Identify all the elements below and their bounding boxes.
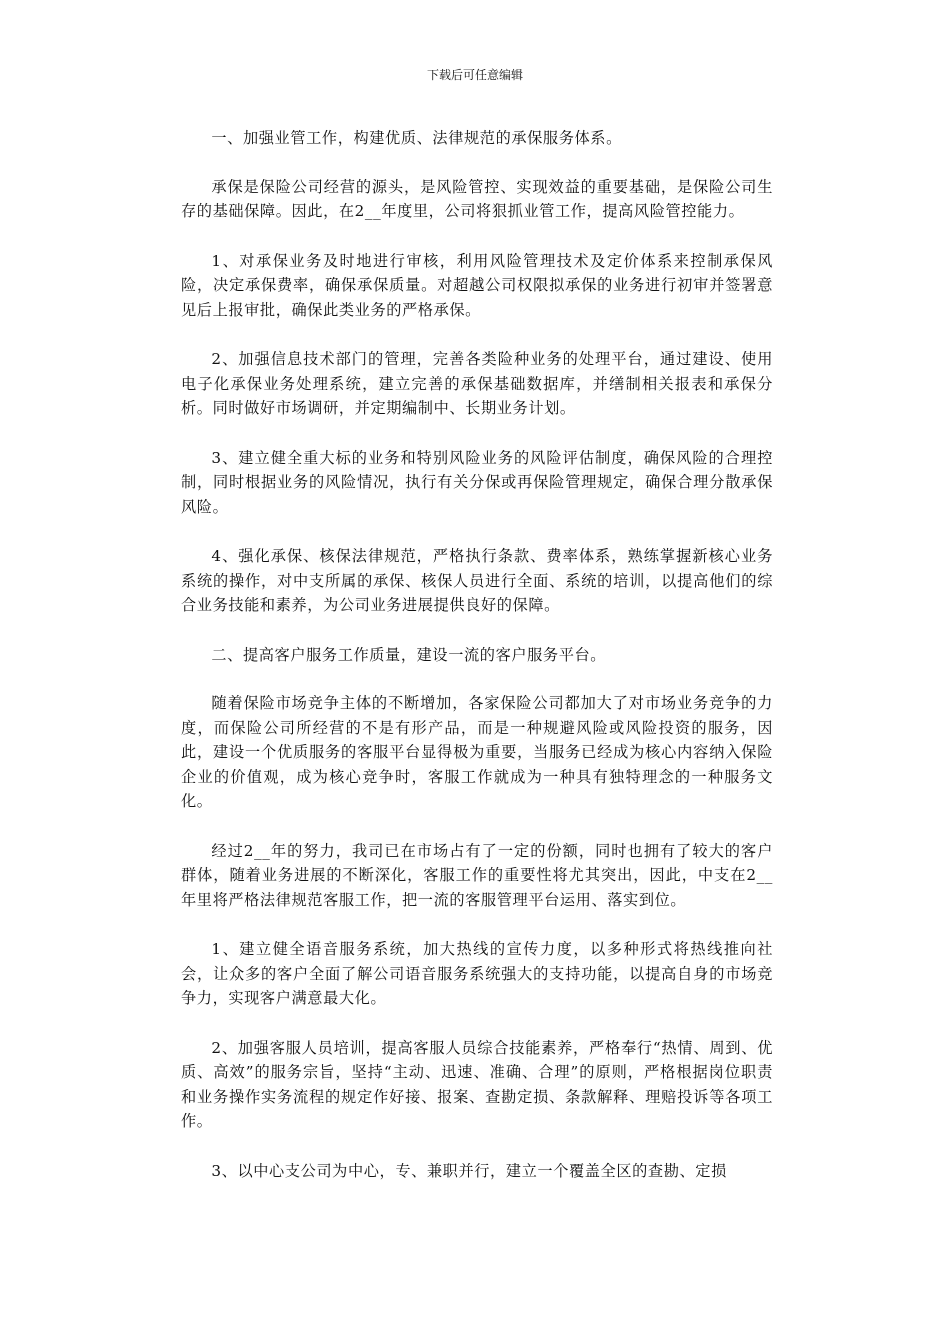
paragraph: 3、以中心支公司为中心，专、兼职并行，建立一个覆盖全区的查勘、定损 — [211, 1161, 727, 1180]
paragraph: 1、对承保业务及时地进行审核，利用风险管理技术及定价体系来控制承保风险，决定承保费率，确保承保质量。对超越公司权限拟承保的业务进行初审并签署意见后上报审批，确保此类业务的严格承保。 — [181, 251, 773, 319]
paragraph: 2、加强客服人员培训，提高客服人员综合技能素养，严格奉行“热情、周到、优质、高效”的服务宗旨，坚持“主动、迅速、准确、合理”的原则，严格根据岗位职责和业务操作实务流程的规定作好接、报案、查勘定损、条款解释、理赔投诉等各项工作。 — [181, 1038, 773, 1130]
paragraph: 2、加强信息技术部门的管理，完善各类险种业务的处理平台，通过建设、使用电子化承保业务处理系统，建立完善的承保基础数据库，并缮制相关报表和承保分析。同时做好市场调研，并定期编制中、长期业务计划。 — [181, 350, 773, 417]
paragraph: 承保是保险公司经营的源头，是风险管控、实现效益的重要基础，是保险公司生存的基础保障。因此，在2__年度里，公司将狠抓业管工作，提高风险管控能力。 — [181, 177, 773, 220]
section-heading-2: 二、提高客户服务工作质量，建设一流的客户服务平台。 — [211, 645, 607, 664]
page-header: 下载后可任意编辑 — [426, 68, 523, 82]
document-body — [181, 126, 773, 1208]
section-heading-1: 一、加强业管工作，构建优质、法律规范的承保服务体系。 — [211, 129, 622, 147]
paragraph: 1、建立健全语音服务系统，加大热线的宣传力度，以多种形式将热线推向社会，让众多的客户全面了解公司语音服务系统强大的支持功能，以提高自身的市场竞争力，实现客户满意最大化。 — [181, 940, 773, 1007]
paragraph: 随着保险市场竞争主体的不断增加，各家保险公司都加大了对市场业务竞争的力度，而保险公司所经营的不是有形产品，而是一种规避风险或风险投资的服务，因此，建设一个优质服务的客服平台显得极为重要，当服务已经成为核心内容纳入保险企业的价值观，成为核心竞争时，客服工作就成为一种具有独特理念的一种服务文化。 — [181, 694, 773, 810]
paragraph: 经过2__年的努力，我司已在市场占有了一定的份额，同时也拥有了较大的客户群体，随着业务进展的不断深化，客服工作的重要性将尤其突出，因此，中支在2__年里将严格法律规范客服工作，把一流的客服管理平台运用、落实到位。 — [181, 841, 773, 909]
paragraph: 4、强化承保、核保法律规范，严格执行条款、费率体系，熟练掌握新核心业务系统的操作，对中支所属的承保、核保人员进行全面、系统的培训，以提高他们的综合业务技能和素养，为公司业务进展提供良好的保障。 — [181, 547, 773, 614]
paragraph: 3、建立健全重大标的业务和特别风险业务的风险评估制度，确保风险的合理控制，同时根据业务的风险情况，执行有关分保或再保险管理规定，确保合理分散承保风险。 — [181, 448, 773, 516]
